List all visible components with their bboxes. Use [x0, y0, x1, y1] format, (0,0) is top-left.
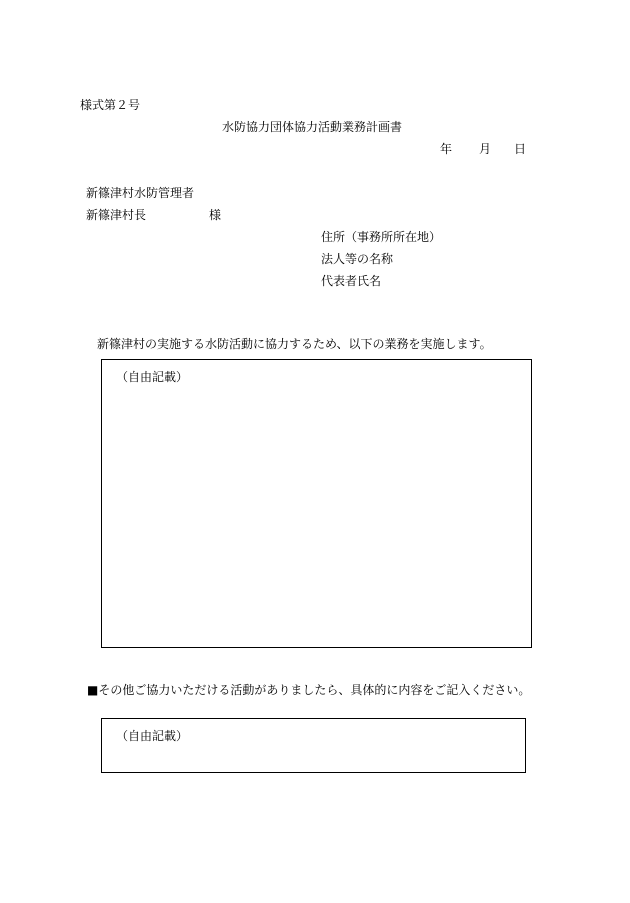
document-title: 水防協力団体協力活動業務計画書: [222, 120, 403, 134]
activity-plan-box-label: （自由記載）: [116, 370, 189, 384]
recipient-line-2: 新篠津村長: [86, 208, 147, 222]
date-year-label: 年: [440, 142, 453, 156]
applicant-org-name-label: 法人等の名称: [321, 252, 394, 266]
other-activities-box-label: （自由記載）: [116, 729, 189, 743]
recipient-honorific: 様: [209, 208, 222, 222]
other-activities-box: [101, 718, 526, 773]
date-month-label: 月: [479, 142, 492, 156]
applicant-address-label: 住所（事務所所在地）: [321, 230, 442, 244]
activity-plan-box: [101, 359, 532, 648]
other-activities-note: ■その他ご協力いただける活動がありましたら、具体的に内容をご記入ください。: [87, 683, 531, 697]
recipient-line-1: 新篠津村水防管理者: [86, 186, 195, 200]
date-day-label: 日: [514, 142, 527, 156]
applicant-representative-label: 代表者氏名: [321, 274, 382, 288]
form-number: 様式第２号: [80, 98, 141, 112]
intro-sentence: 新篠津村の実施する水防活動に協力するため、以下の業務を実施します。: [97, 337, 492, 351]
